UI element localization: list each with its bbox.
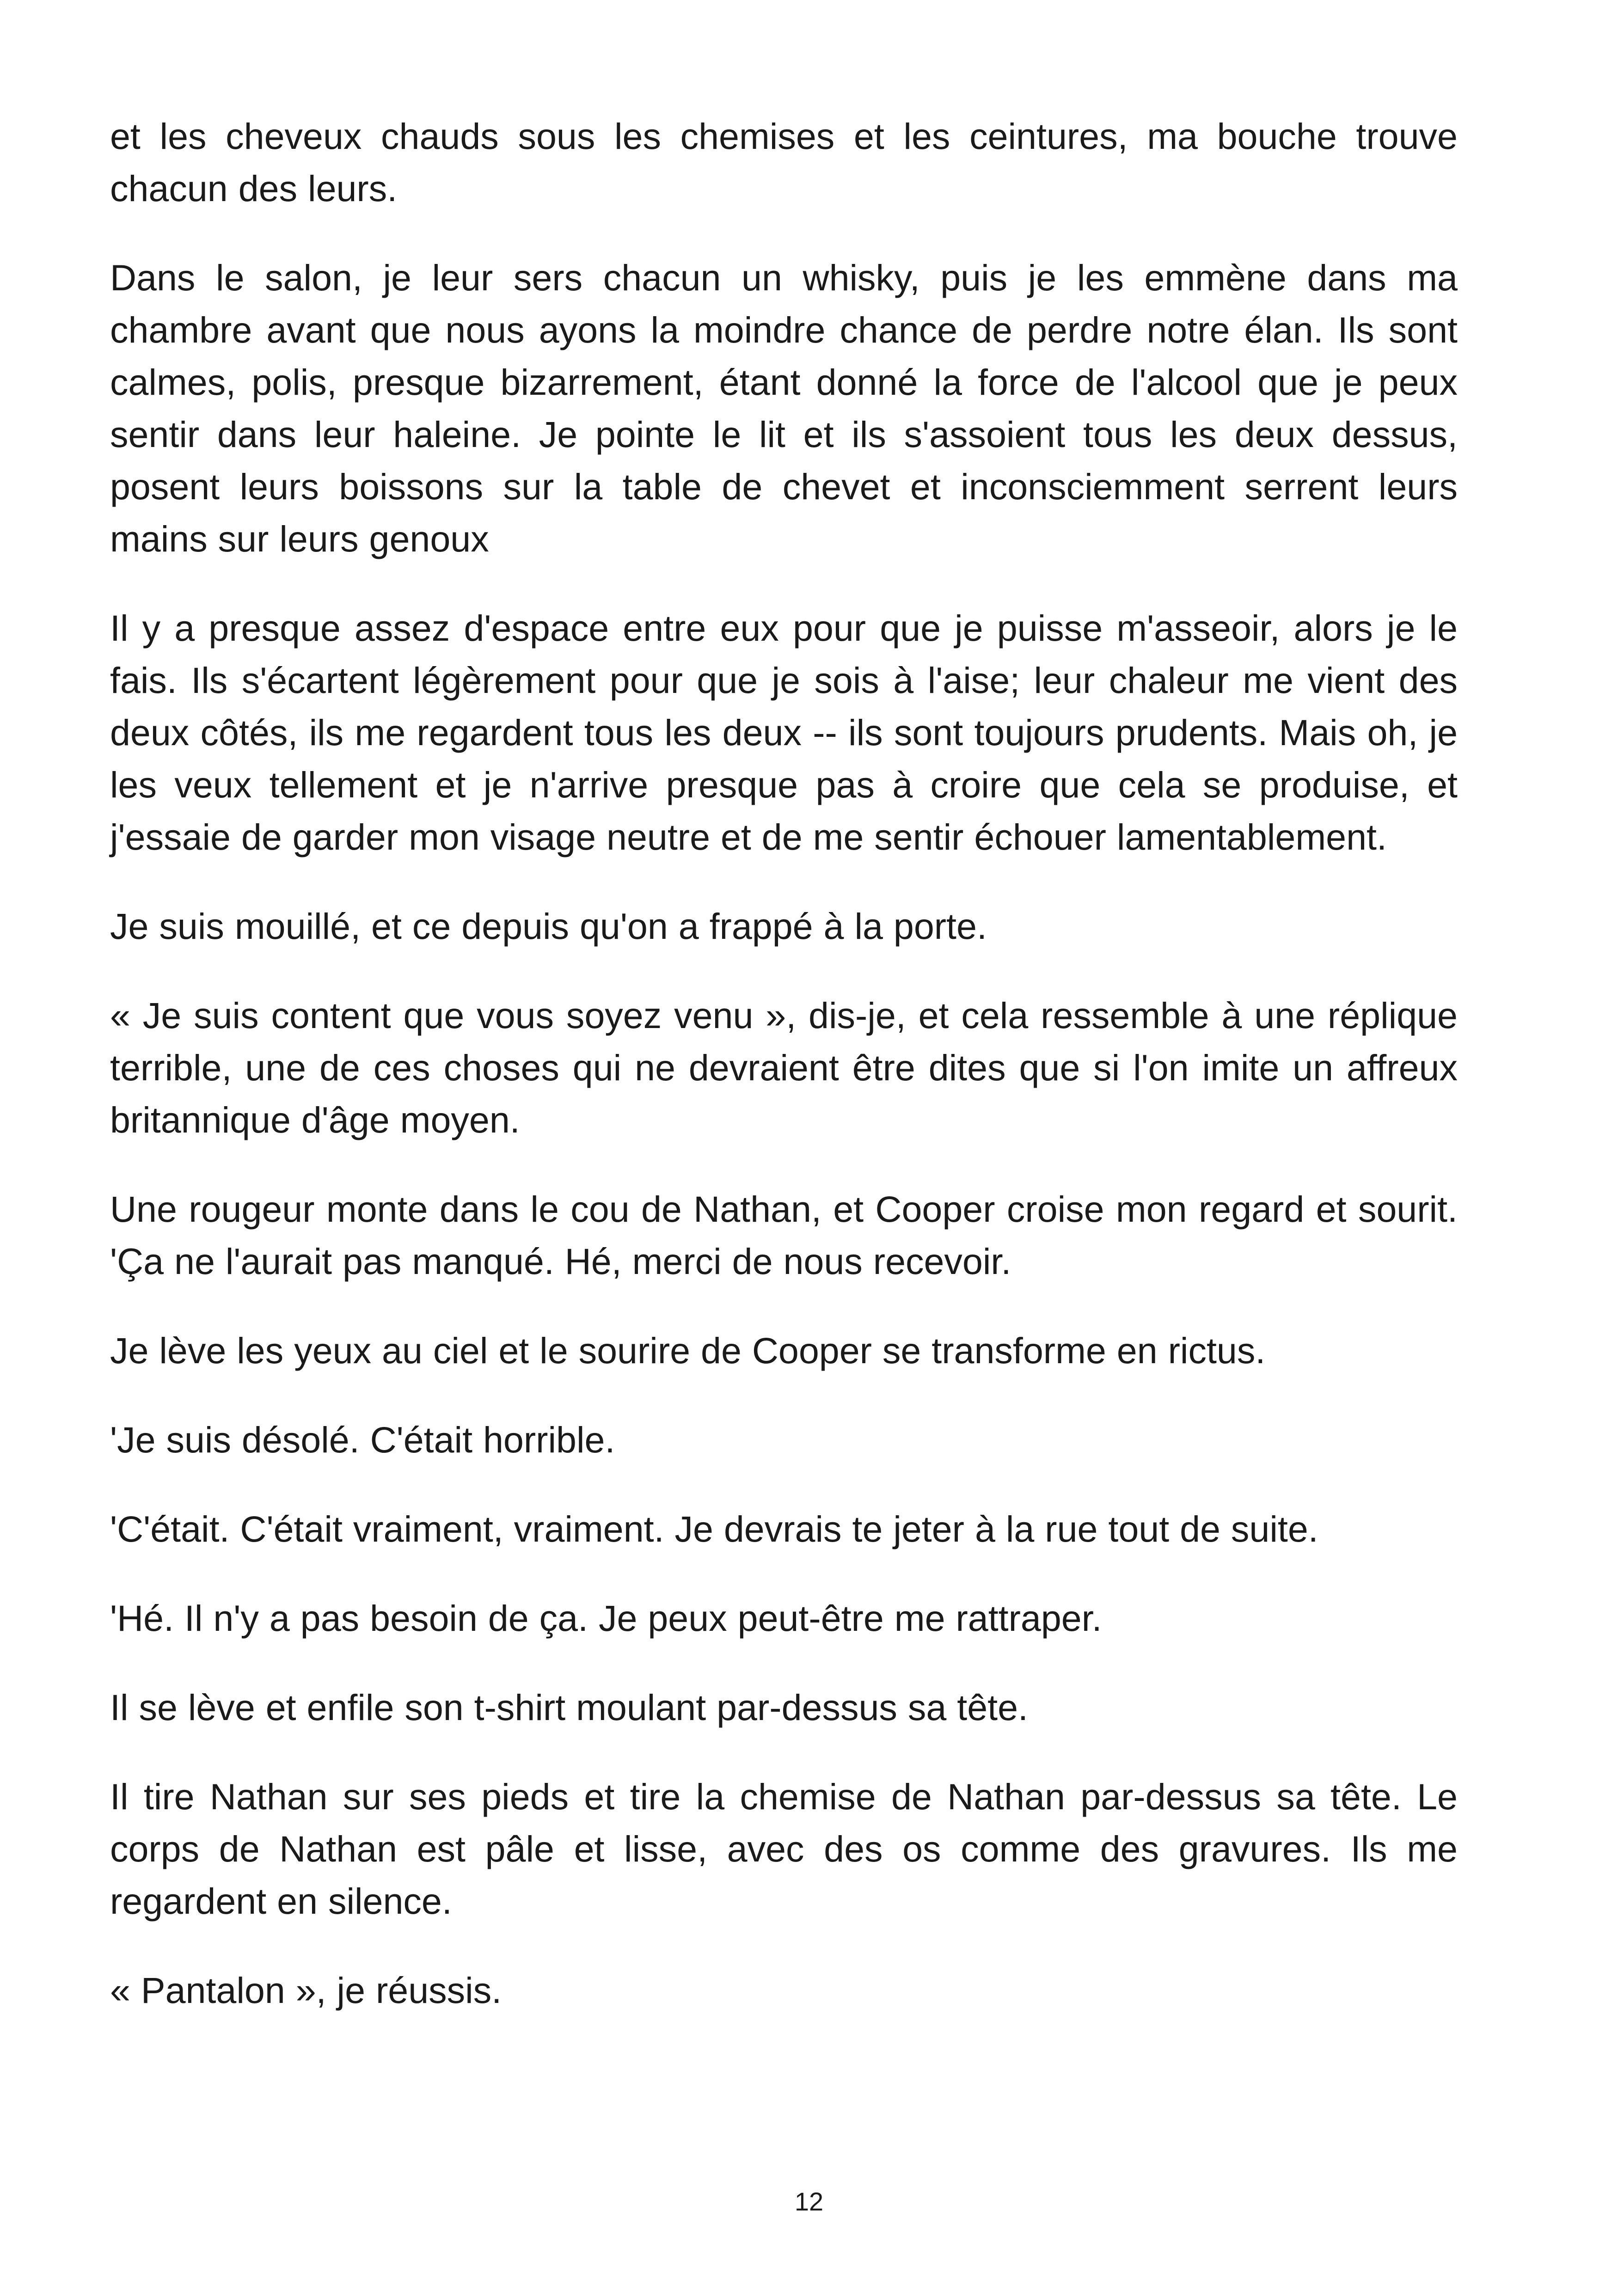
paragraph: Une rougeur monte dans le cou de Nathan, et Cooper croise mon regard et sourit. 'Ça ne l'aurait pas manqué. Hé, merci de nous recevoir. (110, 1188, 1458, 1282)
paragraph: Dans le salon, je leur sers chacun un whisky, puis je les emmène dans ma chambre avant que nous ayons la moindre chance de perdre notre élan. Ils sont calmes, polis, presque bizarrement, étant donné la force de l'alcool que je peux sentir dans leur haleine. Je pointe le lit et ils s'assoient tous les deux dessus, posent leurs boissons sur la table de chevet et inconsciemment serrent leurs mains sur leurs genoux (110, 257, 1458, 559)
page-number: 12 (794, 2187, 824, 2216)
paragraph: 'C'était. C'était vraiment, vraiment. Je devrais te jeter à la rue tout de suite. (110, 1508, 1318, 1549)
paragraph: 'Je suis désolé. C'était horrible. (110, 1419, 615, 1460)
paragraph: « Je suis content que vous soyez venu », dis-je, et cela ressemble à une réplique terrible, une de ces choses qui ne devraient être dites que si l'on imite un affreux britannique d'âge moyen. (110, 995, 1458, 1140)
paragraph: Il tire Nathan sur ses pieds et tire la chemise de Nathan par-dessus sa tête. Le corps de Nathan est pâle et lisse, avec des os comme des gravures. Ils me regardent en silence. (110, 1776, 1458, 1922)
paragraph: Il se lève et enfile son t-shirt moulant par-dessus sa tête. (110, 1687, 1028, 1728)
paragraph: « Pantalon », je réussis. (110, 1970, 502, 2011)
paragraph: 'Hé. Il n'y a pas besoin de ça. Je peux peut-être me rattraper. (110, 1598, 1102, 1639)
paragraph: Je suis mouillé, et ce depuis qu'on a frappé à la porte. (110, 906, 987, 947)
paragraph: Il y a presque assez d'espace entre eux pour que je puisse m'asseoir, alors je le fais. Ils s'écartent légèrement pour que je sois à l'aise; leur chaleur me vient des deux côtés, ils me regardent tous les deux -- ils sont toujours prudents. Mais oh, je les veux tellement et je n'arrive presque pas à croire que cela se produise, et j'essaie de garder mon visage neutre et de me sentir échouer lamentablement. (110, 607, 1458, 857)
paragraph: et les cheveux chauds sous les chemises et les ceintures, ma bouche trouve chacun des leurs. (110, 116, 1458, 209)
body-text (110, 110, 1458, 2053)
paragraph: Je lève les yeux au ciel et le sourire de Cooper se transforme en rictus. (110, 1330, 1266, 1371)
